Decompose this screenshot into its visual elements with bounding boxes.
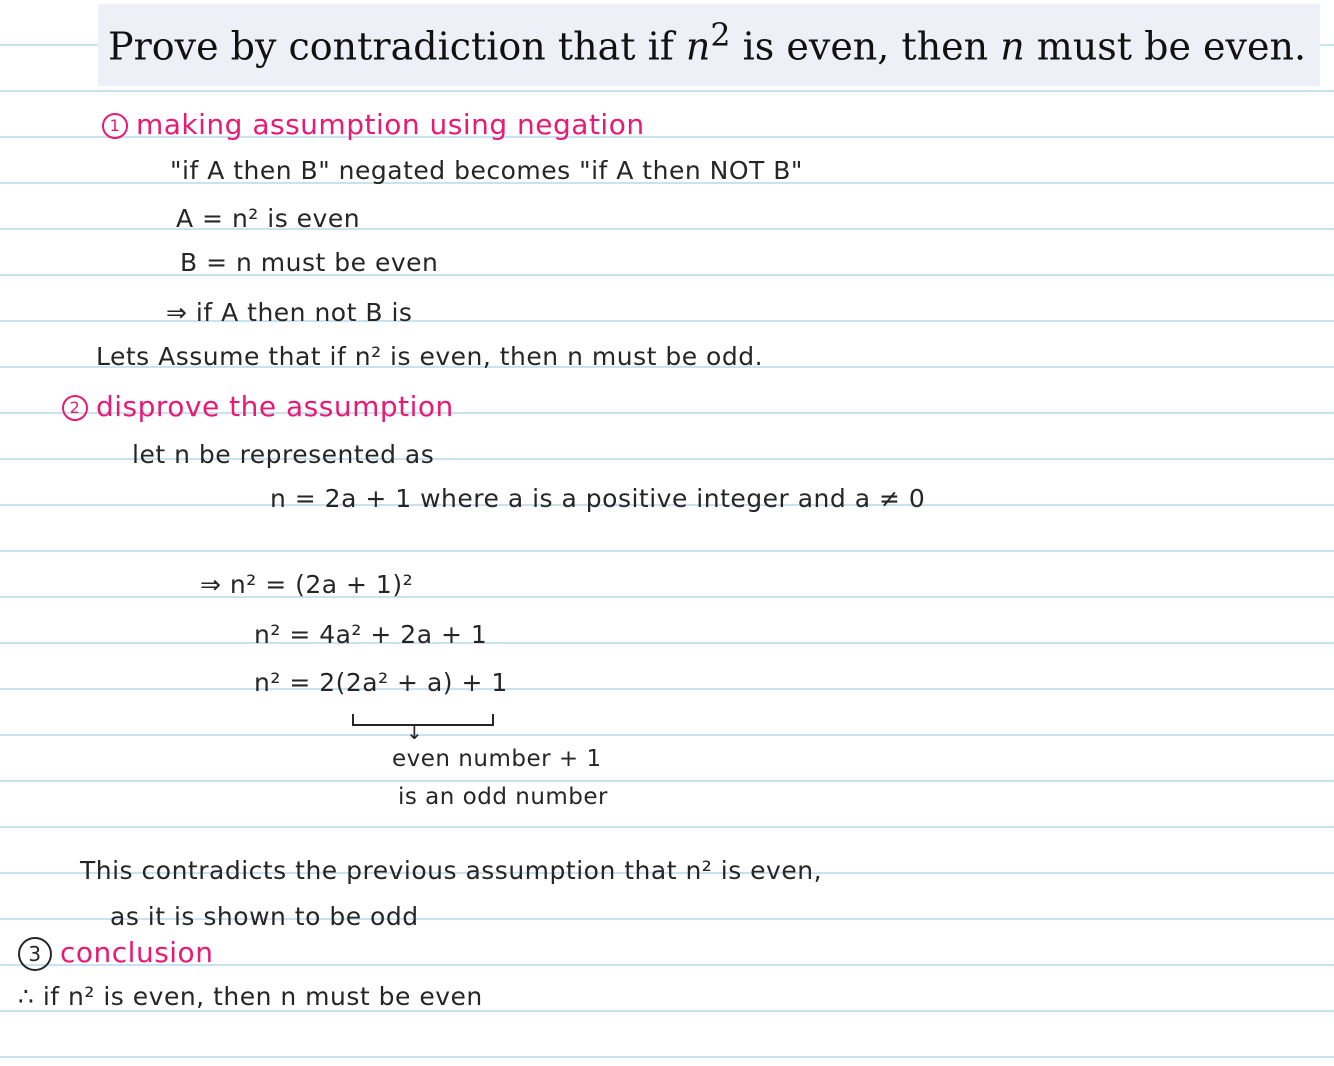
represent-line: let n be represented as	[132, 440, 435, 469]
negation-line: "if A then B" negated becomes "if A then NOT B"	[170, 156, 803, 185]
title-var-n: n	[685, 24, 711, 69]
step1-heading: making assumption using negation	[136, 108, 645, 141]
equation-3: n² = 2(2a² + a) + 1	[254, 668, 508, 697]
step2-heading-line	[62, 390, 454, 423]
contradiction-line-1: This contradicts the previous assumption that n² is even,	[80, 856, 823, 885]
n-definition: n = 2a + 1 where a is a positive integer and a ≠ 0	[270, 484, 926, 513]
page-title	[108, 18, 1306, 69]
title-middle: is even, then	[730, 24, 1001, 69]
assumption-line: Lets Assume that if n² is even, then n must be odd.	[96, 342, 764, 371]
a-definition: A = n² is even	[176, 204, 361, 233]
step3-number-badge: 3	[18, 937, 52, 971]
equation-2: n² = 4a² + 2a + 1	[254, 620, 488, 649]
step3-heading-line	[18, 936, 213, 971]
down-arrow-icon: ↓	[406, 720, 423, 744]
note-even-plus-one: even number + 1	[392, 746, 602, 772]
implication-line: ⇒ if A then not B is	[166, 298, 413, 327]
conclusion-line: ∴ if n² is even, then n must be even	[18, 982, 483, 1011]
step1-number-badge: 1	[102, 113, 128, 139]
title-exponent: 2	[710, 18, 731, 54]
step1-heading-line	[102, 108, 645, 141]
underbrace	[352, 714, 494, 726]
b-definition: B = n must be even	[180, 248, 439, 277]
step3-heading: conclusion	[60, 936, 214, 969]
step2-number-badge: 2	[62, 395, 88, 421]
note-odd-number: is an odd number	[398, 784, 609, 810]
equation-1: ⇒ n² = (2a + 1)²	[200, 570, 414, 599]
step2-heading: disprove the assumption	[96, 390, 454, 423]
title-var-n-2: n	[1000, 24, 1025, 69]
title-prefix: Prove by contradiction that if	[108, 24, 686, 69]
contradiction-line-2: as it is shown to be odd	[110, 902, 419, 931]
title-suffix: must be even.	[1024, 24, 1307, 69]
